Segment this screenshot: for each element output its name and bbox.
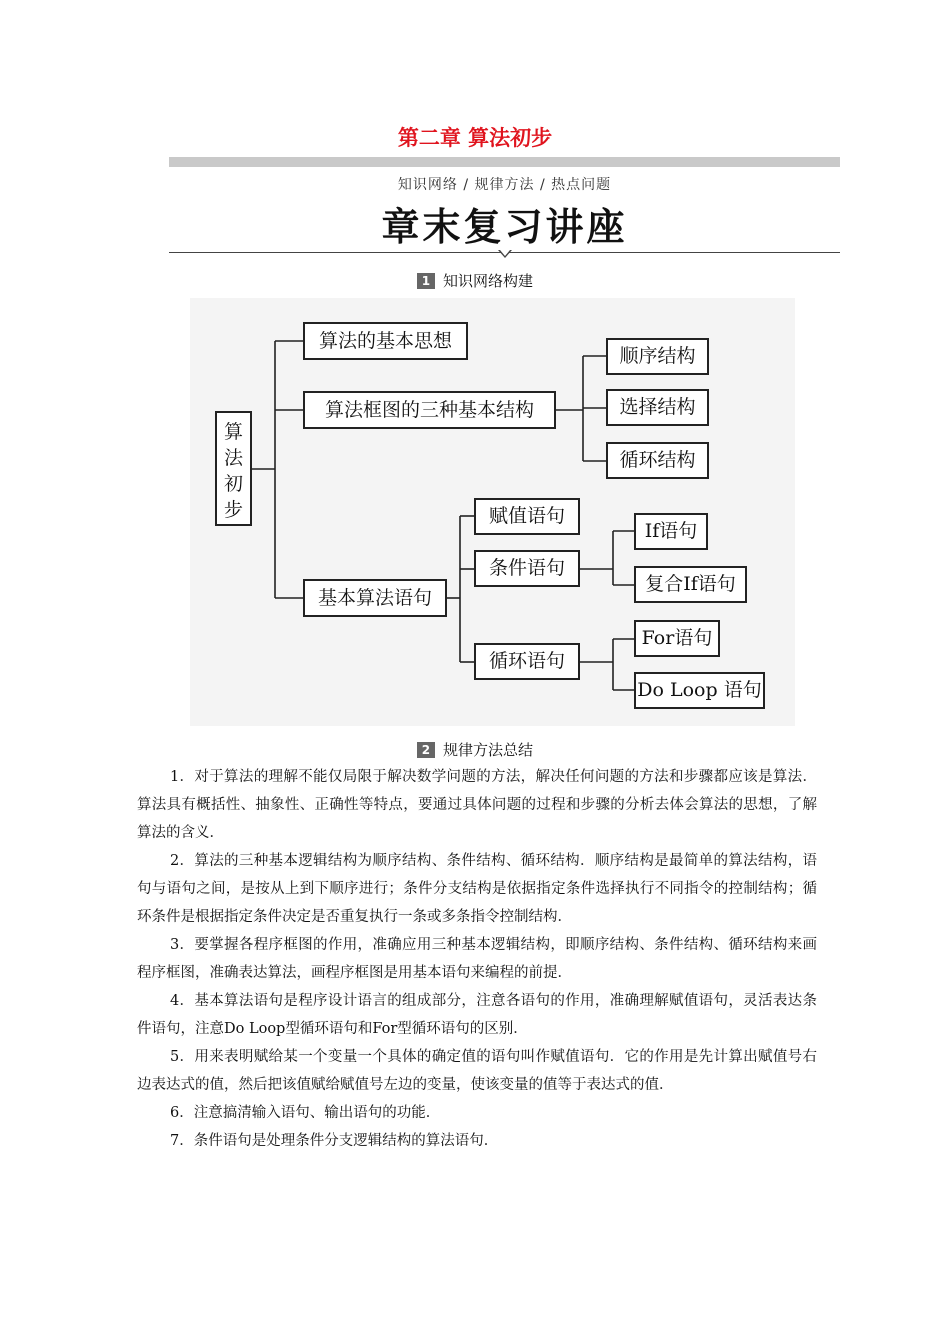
paragraph: 5．用来表明赋给某一个变量一个具体的确定值的语句叫作赋值语句．它的作用是先计算出赋值号右边表达式的值，然后把该值赋给赋值号左边的变量，使该变量的值等于表达式的值． — [137, 1049, 817, 1093]
node-selection-structure: 选择结构 — [606, 389, 709, 426]
paragraph: 3．要掌握各程序框图的作用，准确应用三种基本逻辑结构，即顺序结构、条件结构、循环结构来画程序框图，准确表达算法，画程序框图是用基本语句来编程的前提． — [137, 937, 817, 981]
node-compound-if-statement: 复合If语句 — [634, 566, 747, 603]
node-sequence-structure: 顺序结构 — [606, 338, 709, 375]
knowledge-tree-diagram — [190, 298, 795, 726]
node-if-statement: If语句 — [634, 513, 708, 550]
paragraph: 6．注意搞清输入语句、输出语句的功能． — [170, 1105, 441, 1121]
node-loop-structure: 循环结构 — [606, 442, 709, 479]
section-title: 知识网络构建 — [442, 272, 533, 290]
method-summary-paragraphs — [137, 763, 817, 1155]
node-do-loop-statement: Do Loop 语句 — [634, 672, 765, 709]
chapter-banner — [169, 157, 840, 261]
node-loop-statement: 循环语句 — [474, 643, 580, 680]
paragraph: 2．算法的三种基本逻辑结构为顺序结构、条件结构、循环结构．顺序结构是最简单的算法结构，语句与语句之间，是按从上到下顺序进行；条件分支结构是依据指定条件选择执行不同指令的控制结构；循环条件是根据指定条件决定是否重复执行一条或多条指令控制结构． — [137, 853, 817, 925]
section-number-badge: 1 — [417, 273, 435, 289]
root-node-algorithm-intro — [215, 411, 252, 526]
chapter-title: 第二章 算法初步 — [397, 126, 553, 150]
paragraph: 4．基本算法语句是程序设计语言的组成部分，注意各语句的作用，准确理解赋值语句，灵活表达条件语句，注意Do Loop型循环语句和For型循环语句的区别． — [137, 993, 817, 1037]
section-heading-knowledge — [0, 270, 950, 291]
paragraph: 1．对于算法的理解不能仅局限于解决数学问题的方法，解决任何问题的方法和步骤都应该是算法．算法具有概括性、抽象性、正确性等特点，要通过具体问题的过程和步骤的分析去体会算法的思想，了解算法的含义． — [137, 769, 817, 841]
banner-subtitle: 知识网络 / 规律方法 / 热点问题 — [397, 177, 612, 193]
node-assignment-statement: 赋值语句 — [474, 498, 580, 535]
node-basic-statements: 基本算法语句 — [303, 579, 447, 617]
node-condition-statement: 条件语句 — [474, 550, 580, 587]
banner-title: 章末复习讲座 — [381, 205, 628, 249]
paragraph: 7．条件语句是处理条件分支逻辑结构的算法语句． — [170, 1133, 499, 1149]
node-three-structures: 算法框图的三种基本结构 — [303, 391, 556, 429]
node-for-statement: For语句 — [634, 620, 720, 657]
banner-top-bar — [169, 157, 840, 167]
section-heading-methods — [0, 739, 950, 760]
section-number-badge: 2 — [417, 742, 435, 758]
root-node-label: 算法初步 — [223, 421, 243, 521]
section-title: 规律方法总结 — [442, 741, 533, 759]
node-basic-idea: 算法的基本思想 — [303, 322, 468, 360]
